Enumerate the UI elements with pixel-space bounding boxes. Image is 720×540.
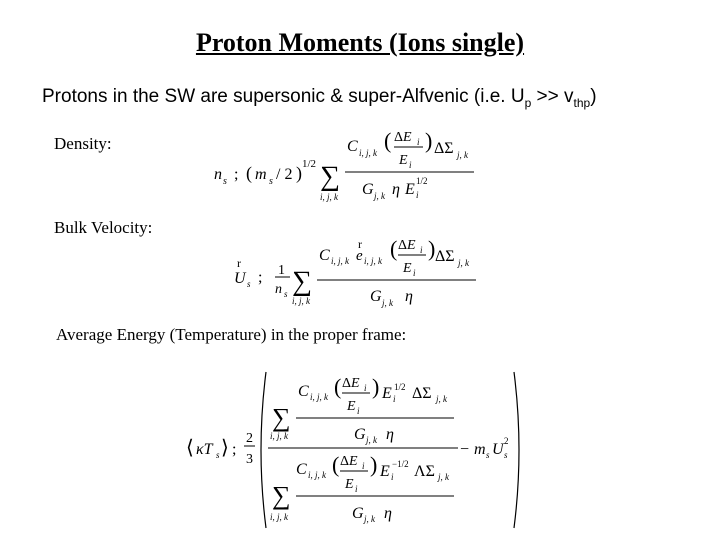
svg-text:η: η	[386, 426, 394, 443]
svg-text:j, k: j, k	[382, 298, 393, 308]
svg-text:E: E	[345, 477, 354, 492]
subtitle-text: Protons in the SW are supersonic & super-Alfvenic (i.e. U	[42, 86, 525, 107]
svg-text:s: s	[216, 450, 220, 460]
svg-text:G: G	[352, 505, 364, 522]
svg-text:j, k: j, k	[436, 394, 447, 404]
svg-text:): )	[428, 236, 436, 261]
svg-text:ΔE: ΔE	[398, 238, 416, 253]
svg-text:/ 2: / 2	[276, 166, 293, 183]
svg-text:i: i	[413, 268, 416, 278]
svg-text:G: G	[362, 181, 374, 198]
svg-text:e: e	[356, 248, 363, 264]
svg-text:;: ;	[258, 269, 263, 286]
svg-text:(: (	[332, 452, 340, 477]
svg-text:(: (	[246, 163, 252, 183]
svg-text:2: 2	[504, 436, 509, 446]
svg-text:U: U	[492, 441, 504, 458]
svg-text:;: ;	[232, 441, 237, 458]
svg-text:(: (	[390, 236, 398, 261]
svg-text:C: C	[298, 383, 309, 400]
svg-text:n: n	[275, 282, 282, 297]
svg-text:i, j, k: i, j, k	[308, 470, 326, 480]
svg-text:E: E	[405, 181, 415, 198]
svg-text:i: i	[364, 383, 367, 393]
svg-text:U: U	[234, 270, 246, 287]
svg-text:⟩: ⟩	[221, 437, 229, 459]
svg-text:ΔΣ: ΔΣ	[412, 385, 432, 402]
svg-text:C: C	[319, 247, 330, 264]
density-label: Density:	[54, 134, 112, 153]
svg-text:i: i	[391, 472, 394, 482]
svg-text:s: s	[223, 176, 227, 187]
subtitle-gt: >> v	[531, 86, 574, 107]
svg-text:j, k: j, k	[366, 435, 377, 445]
svg-text:G: G	[370, 288, 382, 305]
bulk-velocity-label: Bulk Velocity:	[54, 218, 153, 237]
svg-text:κT: κT	[196, 441, 213, 458]
svg-text:i: i	[357, 406, 360, 416]
svg-text:(: (	[384, 128, 392, 153]
svg-text:;: ;	[234, 166, 239, 183]
svg-text:m: m	[474, 441, 486, 458]
svg-text:): )	[370, 452, 378, 477]
svg-text:): )	[296, 163, 302, 183]
svg-text:j, k: j, k	[457, 150, 468, 160]
svg-text:E: E	[347, 399, 356, 414]
svg-text:1/2: 1/2	[394, 382, 406, 392]
svg-text:s: s	[486, 450, 490, 460]
svg-text:s: s	[269, 176, 273, 187]
svg-text:−: −	[460, 441, 470, 458]
svg-text:): )	[372, 374, 380, 399]
slide-subtitle	[42, 86, 597, 110]
svg-text:∑: ∑	[272, 403, 291, 432]
svg-text:i: i	[362, 461, 365, 471]
svg-text:C: C	[347, 138, 358, 155]
svg-text:i, j, k: i, j, k	[320, 192, 338, 202]
svg-text:η: η	[392, 181, 400, 198]
svg-text:ΔE: ΔE	[340, 454, 358, 469]
svg-text:G: G	[354, 426, 366, 443]
svg-text:i, j, k: i, j, k	[270, 512, 288, 522]
svg-text:i, j, k: i, j, k	[292, 296, 310, 306]
svg-text:ΔΣ: ΔΣ	[434, 140, 454, 157]
bulk-velocity-equation	[230, 226, 490, 316]
svg-text:ΛΣ: ΛΣ	[414, 463, 435, 480]
average-energy-equation	[186, 366, 531, 534]
svg-text:ΔE: ΔE	[394, 130, 412, 145]
svg-text:(: (	[334, 374, 342, 399]
svg-text:i: i	[409, 160, 412, 170]
svg-text:i: i	[417, 137, 420, 147]
svg-text:2: 2	[246, 431, 253, 446]
svg-text:i: i	[393, 394, 396, 404]
svg-text:s: s	[504, 450, 508, 460]
svg-text:i: i	[416, 190, 419, 200]
svg-text:1/2: 1/2	[302, 158, 317, 170]
svg-text:n: n	[214, 166, 222, 183]
average-energy-label: Average Energy (Temperature) in the proper frame:	[56, 325, 407, 344]
subtitle-sub-thp: thp	[573, 95, 591, 110]
svg-text:i, j, k: i, j, k	[270, 431, 288, 441]
svg-text:j, k: j, k	[374, 191, 385, 201]
density-equation	[212, 118, 482, 208]
svg-text:i, j, k: i, j, k	[310, 392, 328, 402]
subtitle-close: )	[590, 86, 597, 107]
svg-text:3: 3	[246, 452, 253, 467]
svg-text:j, k: j, k	[438, 472, 449, 482]
svg-text:E: E	[399, 153, 408, 168]
svg-text:s: s	[284, 289, 288, 299]
svg-text:m: m	[255, 166, 267, 183]
svg-text:i: i	[355, 484, 358, 494]
svg-text:i, j, k: i, j, k	[359, 148, 377, 158]
svg-text:η: η	[384, 505, 392, 522]
svg-text:i, j, k: i, j, k	[331, 256, 349, 266]
svg-text:1/2: 1/2	[416, 176, 428, 186]
svg-text:s: s	[247, 279, 251, 289]
svg-text:): )	[425, 128, 433, 153]
svg-text:i, j, k: i, j, k	[364, 256, 382, 266]
svg-text:ΔΣ: ΔΣ	[435, 248, 455, 265]
svg-text:E: E	[382, 385, 392, 402]
svg-text:∑: ∑	[320, 161, 340, 192]
svg-text:r: r	[237, 256, 241, 270]
svg-text:j, k: j, k	[364, 514, 375, 524]
svg-text:E: E	[380, 463, 390, 480]
svg-text:η: η	[405, 288, 413, 305]
svg-text:ΔE: ΔE	[342, 376, 360, 391]
svg-text:∑: ∑	[292, 266, 312, 297]
svg-text:r: r	[358, 237, 362, 251]
svg-text:C: C	[296, 461, 307, 478]
svg-text:E: E	[403, 261, 412, 276]
svg-text:−1/2: −1/2	[392, 459, 409, 469]
svg-text:∑: ∑	[272, 481, 291, 510]
svg-text:j, k: j, k	[458, 258, 469, 268]
svg-text:⟨: ⟨	[186, 437, 194, 459]
svg-text:i: i	[420, 245, 423, 255]
svg-text:1: 1	[278, 263, 285, 278]
subtitle-sub-p: p	[524, 95, 532, 110]
slide-title: Proton Moments (Ions single)	[195, 28, 525, 57]
